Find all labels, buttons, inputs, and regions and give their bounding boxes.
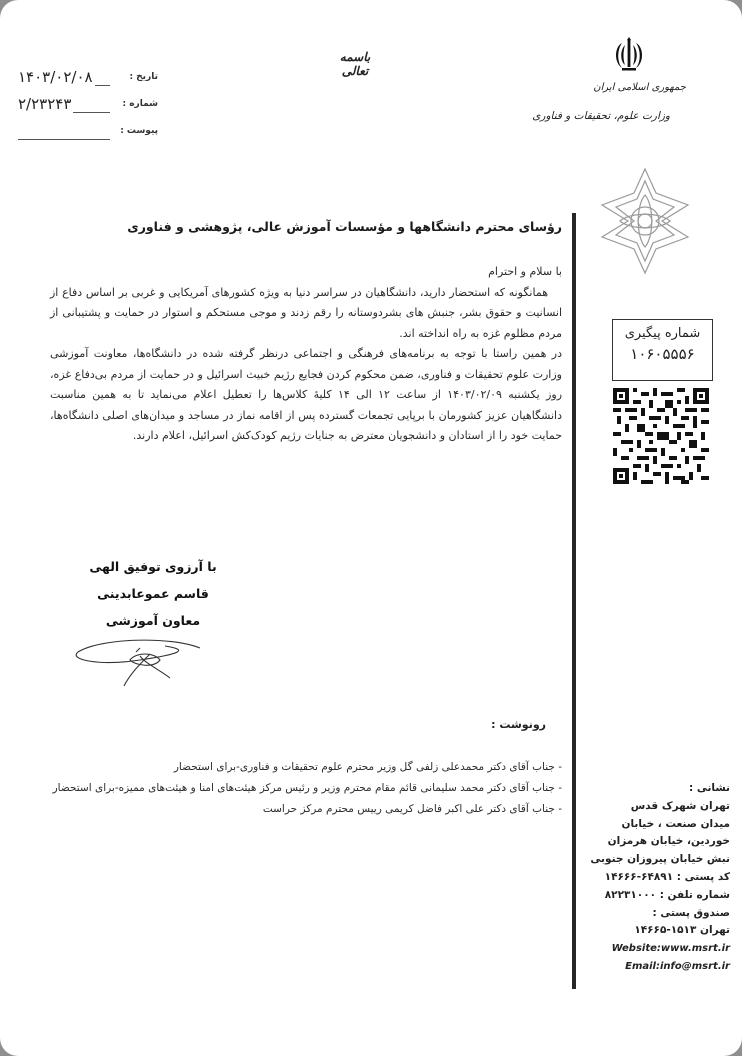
number-value: ۲/۲۳۲۴۳: [18, 95, 72, 113]
date-label: تاریخ :: [129, 72, 158, 82]
tracking-box: [612, 319, 713, 381]
attachment-label: پیوست :: [120, 126, 158, 136]
website-link[interactable]: Website:www.msrt.ir: [611, 943, 730, 955]
attachment-field: [18, 124, 158, 144]
number-label: شماره :: [122, 99, 158, 109]
address-line: خوردین، خیابان هرمزان: [607, 835, 730, 848]
address-line: تهران شهرک قدس: [630, 799, 730, 812]
po-box: تهران ۱۵۱۳-۱۴۶۶۵: [634, 924, 730, 937]
cc-item: - جناب آقای دکتر محمد سلیمانی قائم مقام محترم وزیر و رئیس مرکز هیئت‌های امنا و هیئت‌های ممیزه-برای استحضار: [52, 782, 562, 794]
margin-divider: [572, 213, 576, 989]
address-line: میدان صنعت ، خیابان: [621, 817, 730, 830]
closing-block: [60, 553, 246, 634]
cc-item: - جناب آقای دکتر محمدعلی زلفی گل وزیر محترم علوم تحقیقات و فناوری-برای استحضار: [173, 761, 562, 773]
date-field: [18, 70, 158, 90]
signer-title: معاون آموزشی: [105, 613, 201, 628]
cc-item: - جناب آقای دکتر علی اکبر فاضل کریمی رییس محترم مرکز حراست: [262, 803, 562, 815]
tracking-label: شماره پیگیری: [624, 326, 701, 341]
recipient-heading: رؤسای محترم دانشگاهها و مؤسسات آموزش عالی، پژوهشی و فناوری: [127, 219, 562, 234]
letter-body: [50, 262, 562, 447]
cc-heading: رونوشت :: [491, 718, 546, 731]
number-field: [18, 97, 158, 117]
qr-code-icon[interactable]: [613, 388, 709, 484]
po-box-label: صندوق پستی :: [652, 906, 730, 919]
signature-icon: [70, 630, 210, 690]
iran-emblem-icon: [608, 35, 650, 75]
signer-name: قاسم عموعابدینی: [97, 586, 209, 601]
greeting: با سلام و احترام: [488, 265, 562, 278]
email-link[interactable]: Email:info@msrt.ir: [625, 960, 730, 972]
closing-wish: با آرزوی توفیق الهی: [89, 559, 217, 574]
paragraph-1: همانگونه که استحضار دارید، دانشگاهیان در سراسر دنیا به ویژه کشورهای آمریکایی و غربی بر اساس دفاع از انسانیت و حقوق بشر، جنبش های بشردوستانه را رقم زدند و موجی مستحکم و استوار در حمایت و پشتیبانی از مردم مظلوم غزه به راه انداخته اند.: [50, 285, 562, 340]
postal-code: کد پستی : ۶۴۸۹۱-۱۴۶۶۶: [604, 870, 730, 883]
cc-list: [50, 757, 562, 820]
tracking-number: ۱۰۶۰۵۵۵۶: [630, 345, 695, 363]
address-label: نشانی :: [689, 782, 730, 794]
attachment-underline: [18, 139, 110, 140]
ornament-star-icon: [596, 165, 694, 277]
government-name: جمهوری اسلامی ایران: [593, 82, 686, 93]
ministry-name: وزارت علوم، تحقیقات و فناوری: [532, 110, 670, 122]
paragraph-2: در همین راستا با توجه به برنامه‌های فرهنگی و اجتماعی درنظر گرفته شده در دانشگاه‌ها، معاونت آموزشی وزارت علوم تحقیقات و فناوری، ضمن محکوم کردن فجایع رژیم خبیث اسرائیل و در حمایت از مردم بی‌دفاع غزه، روز یکشنبه ۱۴۰۳/۰۲/۰۹ از ساعت ۱۲ الی ۱۴ کلیهٔ کلاس‌ها را تعطیل اعلام می‌نماید تا به همین مناسبت دانشگاهیان عزیز کشورمان با برپایی تجمعات گسترده پس از اقامه نماز در مساجد و میدان‌های اصلی دانشگاه‌ها، حمایت خود را از استادان و دانشجویان معترض به جنایات رژیم کودک‌کش اسرائیل، اعلام دارند.: [50, 347, 563, 442]
address-block: [580, 780, 730, 976]
address-line: نبش خیابان پیروزان جنوبی: [590, 853, 730, 866]
date-value: ۱۴۰۳/۰۲/۰۸: [18, 68, 93, 86]
phone-number: شماره تلفن : ۸۲۲۳۱۰۰۰: [604, 888, 730, 901]
basmala-heading: باسمه تعالی: [339, 50, 371, 78]
